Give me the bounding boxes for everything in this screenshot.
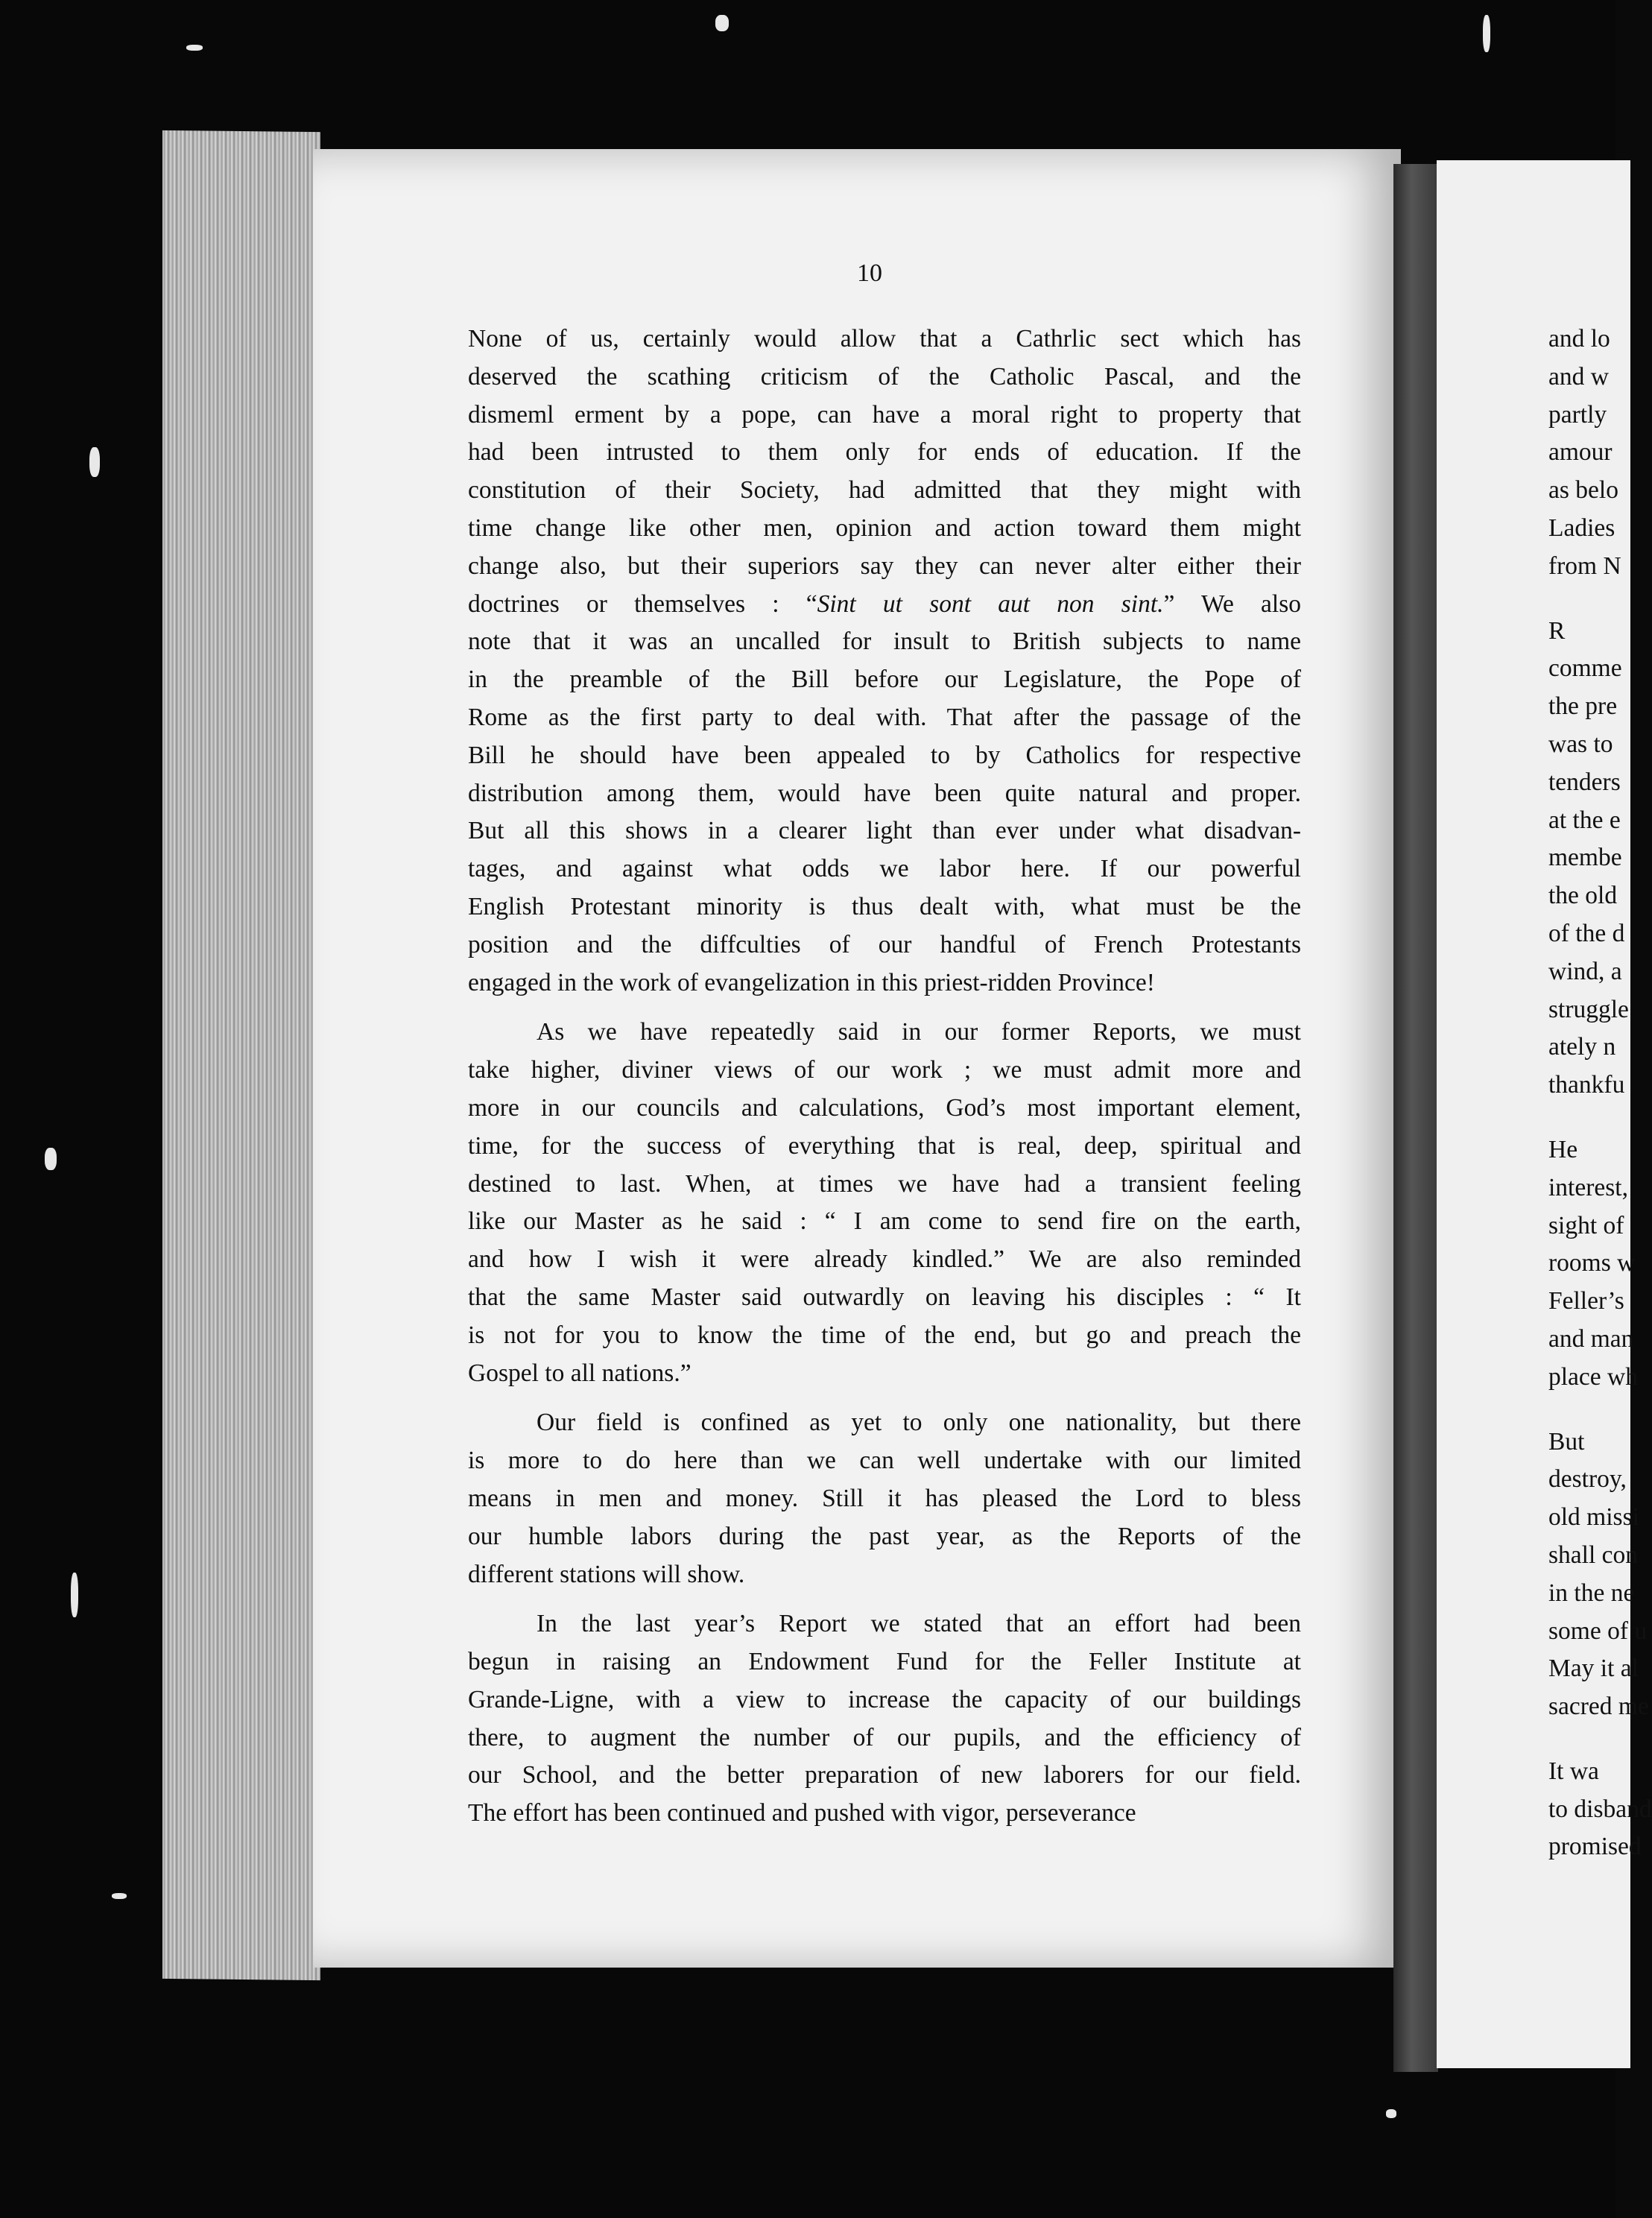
text-line: dismeml erment by a pope, can have a moral right to property that [468,400,1301,429]
text-line: that the same Master said outwardly on leaving his disciples : “ It [468,1283,1301,1311]
paragraph-gap [1548,1397,1638,1424]
text-line: begun in raising an Endowment Fund for the Feller Institute at [468,1648,1301,1676]
text-line: Gospel to all nations.” [468,1359,692,1387]
text-line: Grande-Ligne, with a view to increase the capacity of our buildings [468,1685,1301,1713]
book-page-edges [162,130,320,1980]
right-page-line-fragment: May it al [1548,1655,1639,1683]
right-page-line-fragment: sacred me [1548,1693,1649,1721]
paragraph [468,1404,1301,1593]
dust-speck [715,15,729,31]
right-page-line-fragment: and man [1548,1324,1634,1353]
right-page-line-fragment: promised [1548,1833,1642,1861]
text-line: The effort has been continued and pushed with vigor, perseverance [468,1799,1136,1827]
dust-speck [45,1148,57,1170]
right-page-line-fragment: place wh [1548,1362,1638,1391]
right-page-line-fragment: the pre [1548,692,1618,721]
text-line: like our Master as he said : “ I am come to send fire on the earth, [468,1207,1301,1236]
dust-speck [71,1573,78,1617]
text-line: doctrines or themselves : “Sint ut sont aut non sint.” We also [468,590,1301,618]
right-page-line-fragment: shall con [1548,1541,1639,1569]
text-line: our humble labors during the past year, as the Reports of the [468,1522,1301,1550]
text-line: Rome as the first party to deal with. That after the passage of the [468,703,1301,731]
text-line: distribution among them, would have been quite natural and proper. [468,779,1301,807]
text-line: destined to last. When, at times we have had a transient feeling [468,1169,1301,1198]
right-page-line-fragment: rooms w [1548,1249,1636,1277]
right-page-line-fragment: from N [1548,552,1621,580]
right-page-line-fragment: Feller’s [1548,1287,1624,1315]
text-line: take higher, diviner views of our work ; we must admit more and [468,1056,1301,1084]
right-page-line-fragment: and lo [1548,325,1610,353]
text-line: In the last year’s Report we stated that an effort had been [537,1610,1301,1638]
paragraph [468,320,1301,1002]
text-line: time, for the success of everything that is real, deep, spiritual and [468,1131,1301,1160]
right-page-line-fragment: It wa [1548,1757,1599,1785]
main-text-column [468,320,1301,1845]
text-line: and how I wish it were already kindled.” We are also reminded [468,1245,1301,1274]
paragraph-gap [1548,1105,1638,1131]
right-page-line-fragment: amour [1548,438,1613,467]
text-line: note that it was an uncalled for insult to British subjects to name [468,628,1301,656]
right-page-text-fragments [1548,320,1652,1866]
dust-speck [89,447,100,477]
right-page-line-fragment: sight of [1548,1211,1624,1239]
right-page-line-fragment: interest, [1548,1173,1628,1201]
right-page-line-fragment: old missi [1548,1503,1639,1532]
text-line: is more to do here than we can well undertake with our limited [468,1447,1301,1475]
text-line: means in men and money. Still it has pleased the Lord to bless [468,1484,1301,1512]
paragraph-gap [1548,1726,1638,1753]
right-page-line-fragment: was to [1548,730,1613,758]
text-line: deserved the scathing criticism of the Catholic Pascal, and the [468,362,1301,391]
text-line: different stations will show. [468,1560,745,1588]
right-page-line-fragment: membe [1548,844,1622,872]
text-line: tages, and against what odds we labor here. If our powerful [468,855,1301,883]
right-page-line-fragment: comme [1548,654,1622,683]
text-line: engaged in the work of evangelization in this priest-ridden Province! [468,968,1155,996]
text-line: more in our councils and calculations, God’s most important element, [468,1093,1301,1122]
right-page-line-fragment: destroy, [1548,1465,1627,1494]
right-page-line-fragment: struggle [1548,995,1629,1023]
text-line: English Protestant minority is thus dealt with, what must be the [468,892,1301,920]
text-line: there, to augment the number of our pupils, and the efficiency of [468,1723,1301,1751]
paragraph [468,1014,1301,1392]
text-line: in the preamble of the Bill before our Legislature, the Pope of [468,666,1301,694]
text-line: constitution of their Society, had admitted that they might with [468,476,1301,505]
text-line: our School, and the better preparation of new laborers for our field. [468,1761,1301,1789]
text-line: As we have repeatedly said in our former Reports, we must [537,1018,1301,1046]
book-gutter [1393,164,1438,2072]
right-page-line-fragment: wind, a [1548,957,1622,985]
right-page-line-fragment: of the d [1548,919,1625,947]
text-line: Bill he should have been appealed to by Catholics for respective [468,741,1301,769]
dust-speck [1483,15,1490,52]
right-page-line-fragment: Ladies [1548,514,1615,542]
dust-speck [112,1893,127,1899]
text-line: position and the diffculties of our handful of French Protestants [468,930,1301,958]
text-line: None of us, certainly would allow that a Cathrlic sect which has [468,325,1301,353]
right-page-line-fragment: He [1548,1135,1578,1163]
right-page-line-fragment: at the e [1548,806,1621,834]
right-page-line-fragment: as belo [1548,476,1618,505]
text-line: Our field is confined as yet to only one nationality, but there [537,1409,1301,1437]
paragraph-gap [1548,586,1638,613]
right-page-line-fragment: in the ne [1548,1579,1635,1607]
right-page-line-fragment: to disband [1548,1795,1652,1823]
right-page-line-fragment: some of u [1548,1617,1648,1645]
text-line: had been intrusted to them only for ends of education. If the [468,438,1301,467]
text-line: change also, but their superiors say they can never alter either their [468,552,1301,580]
page-number: 10 [857,259,882,287]
right-page-line-fragment: R [1548,616,1566,645]
text-line: is not for you to know the time of the end, but go and preach the [468,1321,1301,1349]
dust-speck [186,45,203,51]
right-page-line-fragment: the old [1548,882,1618,910]
right-page-line-fragment: tenders [1548,768,1621,796]
text-line: time change like other men, opinion and action toward them might [468,514,1301,542]
right-page-line-fragment: and w [1548,362,1609,391]
right-page-line-fragment: But [1548,1427,1585,1456]
text-line: But all this shows in a clearer light than ever under what disadvan- [468,817,1301,845]
paragraph [468,1605,1301,1833]
dust-speck [1386,2109,1396,2118]
right-page-line-fragment: thankfu [1548,1071,1625,1099]
right-page-line-fragment: partly [1548,400,1607,429]
right-page-line-fragment: ately n [1548,1033,1616,1061]
